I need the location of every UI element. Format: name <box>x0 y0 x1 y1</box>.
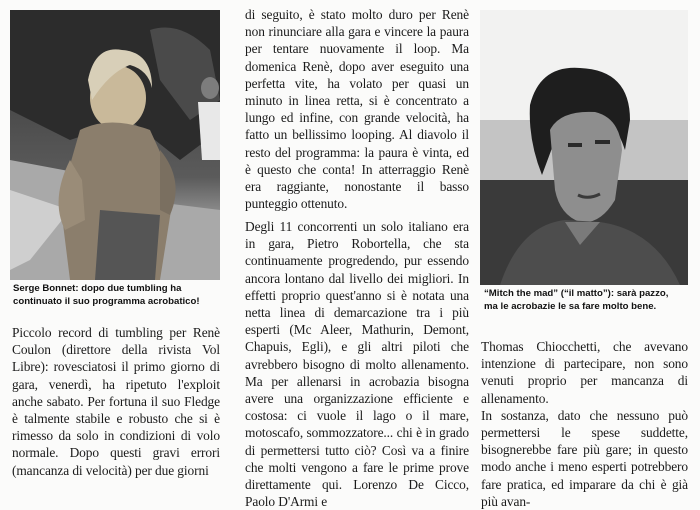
photo-serge-bonnet-illustration <box>10 10 220 280</box>
photo-mitch-the-mad <box>480 10 688 285</box>
column3-paragraph-2: In sostanza, dato che nessuno può permettersi le spese suddette, bisognerebbe fare più gare; in questo modo anche i meno esperti potrebbero fare pratica, ed imparare da chi è già più avan- <box>481 407 688 509</box>
photo-serge-bonnet <box>10 10 220 280</box>
column3-text <box>481 338 688 510</box>
column2-paragraph-2: Degli 11 concorrenti un solo italiano era in gara, Pietro Robortella, che sta continuamente progredendo, pur essendo ancora lontano dal livello dei migliori. In effetti proprio quest'anno si è notata una netta linea di demarcazione tra i più esperti (Mc Aleer, Mathurin, Demont, Chapuis, Egli), e gli altri piloti che avrebbero bisogno di molto allenamento. Ma per allenarsi in acrobazia bisogna avere una organizzazione efficiente e costosa: ci vuole il lago o il mare, motoscafo, sommozzatore... chi è in grado di permettersi tutto ciò? Così va a finire che molti vengono a fare le prime prove direttamente qui. Lorenzo De Cicco, Paolo D'Armi e <box>245 219 469 510</box>
photo-caption-right: “Mitch the mad” (“il matto”): sarà pazzo, ma le acrobazie le sa fare molto bene. <box>484 288 669 312</box>
column2-text-top <box>245 6 469 212</box>
column3-paragraph-1: Thomas Chiocchetti, che avevano intenzione di partecipare, non sono venuti proprio per mancanza di allenamento. <box>481 339 688 406</box>
column1-paragraph: Piccolo record di tumbling per Renè Coulon (direttore della rivista Vol Libre): rovesciatosi il primo giorno di gara, venerdì, ha ripetuto l'exploit anche sabato. Per fortuna il suo Fledge è talmente stabile e robusto che si è rimesso da solo in condizioni di volo normale. Dopo questi gravi errori (mancanza di velocità) per due giorni <box>12 325 220 478</box>
photo-mitch-the-mad-illustration <box>480 10 688 285</box>
photo-caption-left: Serge Bonnet: dopo due tumbling ha continuato il suo programma acrobatico! <box>13 283 200 307</box>
column2-paragraph-1: di seguito, è stato molto duro per Renè non rinunciare alla gara e vincere la paura per tentare nuovamente il loop. Ma domenica Renè, dopo aver eseguito una perfetta vite, ha volato per quasi un minuto in linea retta, si è concentrato a lungo ed infine, con grande velocità, ha fatto un bellissimo looping. Al diavolo il resto del programma: la paura è vinta, ed è questo che conta! In atterraggio Renè era raggiante, nonostante il basso punteggio ottenuto. <box>245 7 469 212</box>
column2-text-bottom <box>245 218 469 510</box>
column1-text <box>12 324 220 479</box>
